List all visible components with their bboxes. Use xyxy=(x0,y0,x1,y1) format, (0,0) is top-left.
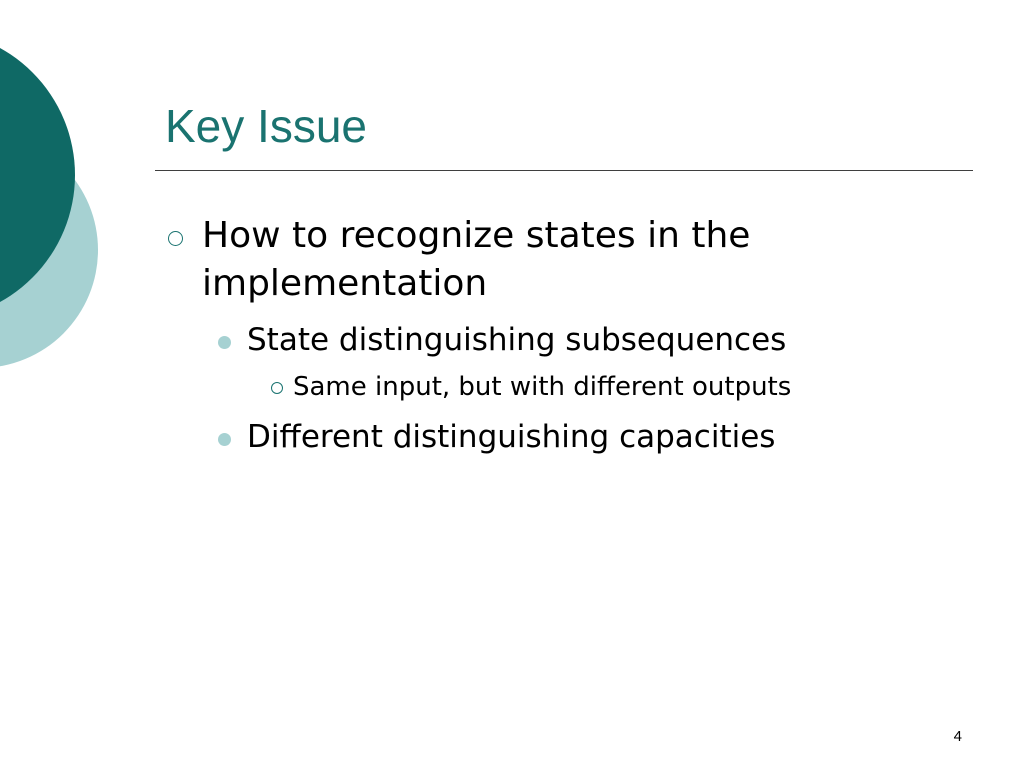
bullet-level3-same-input: Same input, but with different outputs xyxy=(293,372,792,402)
bullet-level2-state-distinguishing: State distinguishing subsequences xyxy=(247,322,787,358)
slide-title: Key Issue xyxy=(165,100,367,152)
bullet-level2-different-capacities: Different distinguishing capacities xyxy=(247,419,776,455)
filled-dot-bullet-icon xyxy=(218,336,231,349)
hollow-circle-bullet-icon xyxy=(168,231,183,246)
hollow-circle-bullet-icon xyxy=(271,382,283,394)
bullet-level1: How to recognize states in the implementation xyxy=(202,215,751,304)
page-number: 4 xyxy=(953,728,962,745)
filled-dot-bullet-icon xyxy=(218,433,231,446)
